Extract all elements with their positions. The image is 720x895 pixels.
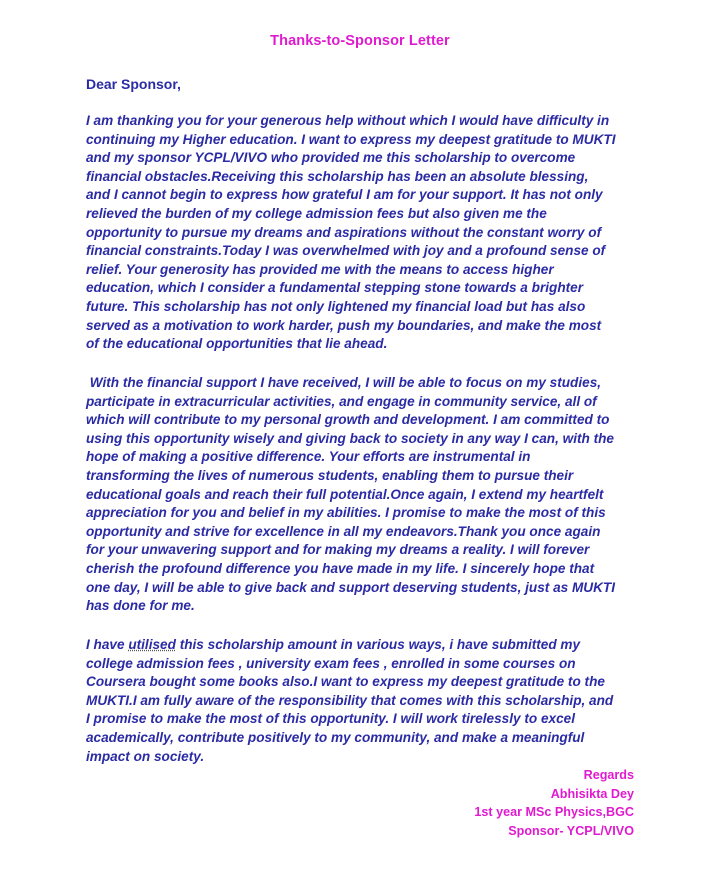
paragraph-3-line: college admission fees , university exam fees , enrolled in some courses on — [86, 655, 576, 671]
paragraph-3 — [86, 636, 646, 766]
paragraph-2-line: opportunity and strive for excellence in all my endeavors.Thank you once again — [86, 523, 601, 539]
paragraph-1-line: financial obstacles.Receiving this scholarship has been an absolute blessing, — [86, 168, 589, 184]
letter-title: Thanks-to-Sponsor Letter — [270, 33, 450, 49]
paragraph-3-line: I promise to make the most of this opportunity. I will work tirelessly to excel — [86, 711, 575, 727]
paragraph-1-line: and my sponsor YCPL/VIVO who provided me this scholarship to overcome — [86, 150, 576, 166]
paragraph-1 — [86, 112, 646, 354]
paragraph-2-line: transforming the lives of numerous students, enabling them to pursue their — [86, 467, 574, 483]
paragraph-2-line: for your unwavering support and for making my dreams a reality. I will forever — [86, 542, 590, 558]
signature-name: Abhisikta Dey — [550, 786, 634, 801]
paragraph-2-line: one day, I will be able to give back and support deserving students, just as MUKTI — [86, 579, 616, 595]
paragraph-1-line: education, which I consider a fundamental stepping stone towards a brighter — [86, 280, 583, 296]
paragraph-2-line: cherish the profound difference you have made in my life. I sincerely hope that — [86, 560, 595, 576]
paragraph-2-line: educational goals and reach their full potential.Once again, I extend my heartfelt — [86, 486, 604, 502]
paragraph-1-line: and I cannot begin to express how grateful I am for your support. It has not only — [86, 187, 603, 203]
paragraph-2-line: hope of making a positive difference. Your efforts are instrumental in — [86, 449, 531, 465]
paragraph-2-line: using this opportunity wisely and giving back to society in any way I can, with the — [86, 430, 614, 446]
paragraph-3-line-start: I have — [86, 637, 129, 652]
signature-sponsor: Sponsor- YCPL/VIVO — [508, 823, 634, 838]
salutation: Dear Sponsor, — [86, 76, 181, 92]
signature-course: 1st year MSc Physics,BGC — [474, 805, 634, 819]
signature-block — [474, 766, 634, 840]
paragraph-1-line: I am thanking you for your generous help without which I would have difficulty in — [86, 113, 610, 128]
paragraph-2-line: has done for me. — [86, 598, 195, 614]
paragraph-3-line: impact on society. — [86, 748, 205, 764]
spellcheck-underlined-word: utilised — [128, 637, 176, 652]
paragraph-1-line: financial constraints.Today I was overwhelmed with joy and a profound sense of — [86, 243, 606, 259]
paragraph-3-line: academically, contribute positively to my community, and make a meaningful — [86, 729, 585, 745]
paragraph-3-line: MUKTI.I am fully aware of the responsibility that comes with this scholarship, and — [86, 692, 614, 708]
paragraph-2-line: appreciation for you and belief in my abilities. I promise to make the most of this — [86, 505, 606, 521]
paragraph-2-line: With the financial support I have received, I will be able to focus on my studies, — [86, 375, 602, 390]
paragraph-1-line: continuing my Higher education. I want to express my deepest gratitude to MUKTI — [86, 131, 616, 147]
paragraph-3-line — [86, 636, 646, 655]
paragraph-3-line: Coursera bought some books also.I want to express my deepest gratitude to the — [86, 674, 605, 690]
paragraph-1-line: relief. Your generosity has provided me with the means to access higher — [86, 261, 554, 277]
signature-regards: Regards — [583, 768, 634, 782]
paragraph-1-line: served as a motivation to work harder, push my boundaries, and make the most — [86, 317, 602, 333]
paragraph-1-line: future. This scholarship has not only lightened my financial load but has also — [86, 298, 586, 314]
paragraph-1-line: opportunity to pursue my dreams and aspirations without the constant worry of — [86, 224, 602, 240]
paragraph-1-line: of the educational opportunities that lie ahead. — [86, 336, 388, 352]
paragraph-2-line: participate in extracurricular activities, and engage in community service, all of — [86, 393, 597, 409]
paragraph-3-line-end: this scholarship amount in various ways, i have submitted my — [175, 637, 581, 652]
paragraph-2-line: which will contribute to my personal growth and development. I am committed to — [86, 412, 610, 428]
paragraph-2 — [86, 374, 646, 616]
paragraph-1-line: relieved the burden of my college admission fees but also given me the — [86, 205, 547, 221]
